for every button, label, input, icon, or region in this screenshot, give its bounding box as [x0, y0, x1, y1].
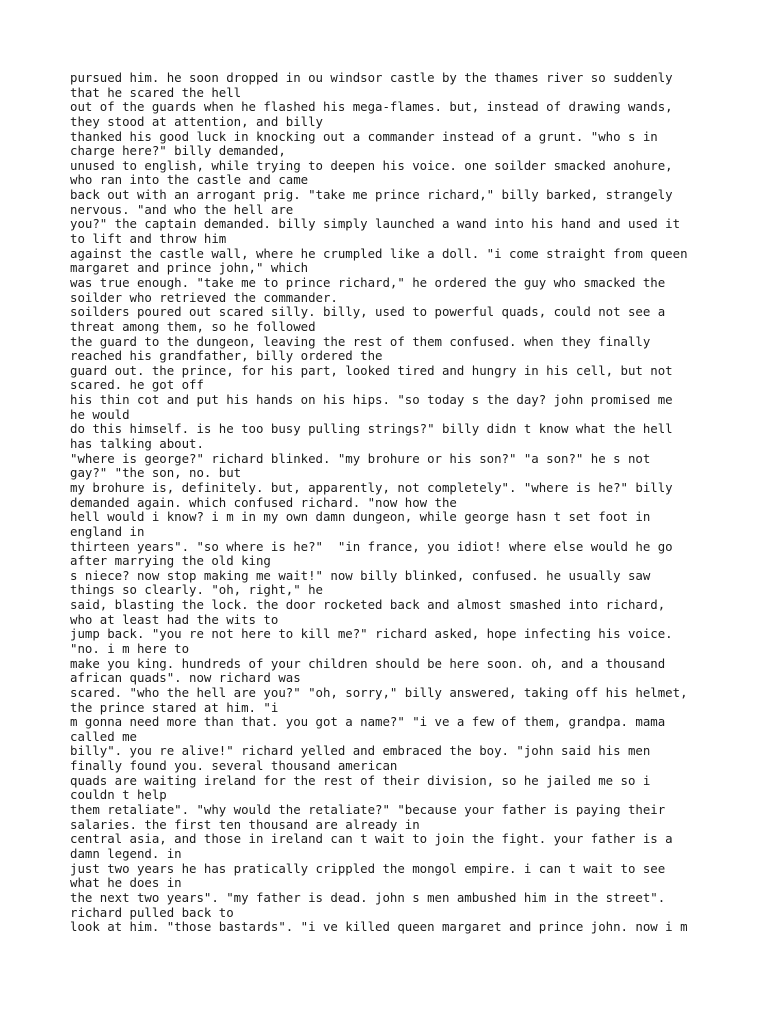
text-line: damn legend. in [70, 845, 182, 861]
text-line: what he does in [70, 875, 182, 891]
text-line: his thin cot and put his hands on his hips. "so today s the day? john promised me [70, 392, 673, 408]
text-line: things so clearly. "oh, right," he [70, 582, 323, 598]
text-line: against the castle wall, where he crumpled like a doll. "i come straight from queen [70, 245, 688, 261]
text-line: richard pulled back to [70, 904, 234, 920]
text-line: central asia, and those in ireland can t wait to join the fight. your father is a [70, 831, 673, 847]
text-line: margaret and prince john," which [70, 260, 309, 276]
text-line: has talking about. [70, 436, 204, 452]
text-line: the prince stared at him. "i [70, 699, 279, 715]
text-line: billy". you re alive!" richard yelled and embraced the boy. "john said his men [70, 743, 651, 759]
text-line: do this himself. is he too busy pulling strings?" billy didn t know what the hell [70, 421, 673, 437]
text-line: was true enough. "take me to prince richard," he ordered the guy who smacked the [70, 274, 666, 290]
text-line: soilders poured out scared silly. billy, used to powerful quads, could not see a [70, 304, 666, 320]
text-line: scared. "who the hell are you?" "oh, sorry," billy answered, taking off his helmet, [70, 684, 688, 700]
text-line: after marrying the old king [70, 553, 271, 569]
text-line: you?" the captain demanded. billy simply launched a wand into his hand and used it [70, 216, 681, 232]
document-body-text [70, 71, 760, 935]
text-line: look at him. "those bastards". "i ve killed queen margaret and prince john. now i m [70, 919, 688, 935]
text-line: threat among them, so he followed [70, 318, 316, 334]
text-line: he would [70, 406, 130, 422]
text-line: african quads". now richard was [70, 670, 301, 686]
text-line: "where is george?" richard blinked. "my brohure or his son?" "a son?" he s not [70, 450, 651, 466]
text-line: called me [70, 728, 137, 744]
text-line: just two years he has pratically crippled the mongol empire. i can t wait to see [70, 860, 666, 876]
text-line: jump back. "you re not here to kill me?" richard asked, hope infecting his voice. [70, 626, 673, 642]
text-line: quads are waiting ireland for the rest of their division, so he jailed me so i [70, 772, 651, 788]
text-line: finally found you. several thousand american [70, 758, 398, 774]
text-line: "no. i m here to [70, 640, 190, 656]
text-line: my brohure is, definitely. but, apparently, not completely". "where is he?" billy [70, 479, 673, 495]
text-line: gay?" "the son, no. but [70, 465, 242, 481]
text-line: the guard to the dungeon, leaving the rest of them confused. when they finally [70, 333, 651, 349]
text-line: reached his grandfather, billy ordered the [70, 348, 383, 364]
text-line: charge here?" billy demanded, [70, 143, 286, 159]
text-line: soilder who retrieved the commander. [70, 289, 338, 305]
text-line: couldn t help [70, 787, 167, 803]
text-line: to lift and throw him [70, 231, 227, 247]
text-line: said, blasting the lock. the door rocketed back and almost smashed into richard, [70, 597, 666, 613]
text-line: the next two years". "my father is dead. john s men ambushed him in the street". [70, 889, 666, 905]
text-line: they stood at attention, and billy [70, 113, 323, 129]
text-line: that he scared the hell [70, 84, 242, 100]
text-line: m gonna need more than that. you got a name?" "i ve a few of them, grandpa. mama [70, 714, 666, 730]
text-line: demanded again. which confused richard. "now how the [70, 494, 457, 510]
text-line: thirteen years". "so where is he?" "in france, you idiot! where else would he go [70, 538, 673, 554]
text-line: back out with an arrogant prig. "take me prince richard," billy barked, strangely [70, 187, 673, 203]
text-line: guard out. the prince, for his part, looked tired and hungry in his cell, but not [70, 362, 673, 378]
text-line: who ran into the castle and came [70, 172, 309, 188]
text-line: them retaliate". "why would the retaliate?" "because your father is paying their [70, 802, 666, 818]
text-line: unused to english, while trying to deepen his voice. one soilder smacked anohure, [70, 157, 673, 173]
text-line: scared. he got off [70, 377, 204, 393]
text-line: england in [70, 523, 145, 539]
text-line: s niece? now stop making me wait!" now billy blinked, confused. he usually saw [70, 567, 651, 583]
text-line: pursued him. he soon dropped in ou windsor castle by the thames river so suddenly [70, 70, 673, 85]
text-line: salaries. the first ten thousand are already in [70, 816, 420, 832]
text-line: nervous. "and who the hell are [70, 201, 294, 217]
text-line: out of the guards when he flashed his mega-flames. but, instead of drawing wands, [70, 99, 673, 115]
text-line: who at least had the wits to [70, 611, 279, 627]
text-line: hell would i know? i m in my own damn dungeon, while george hasn t set foot in [70, 509, 651, 525]
text-line: thanked his good luck in knocking out a commander instead of a grunt. "who s in [70, 128, 658, 144]
text-line: make you king. hundreds of your children should be here soon. oh, and a thousand [70, 655, 666, 671]
